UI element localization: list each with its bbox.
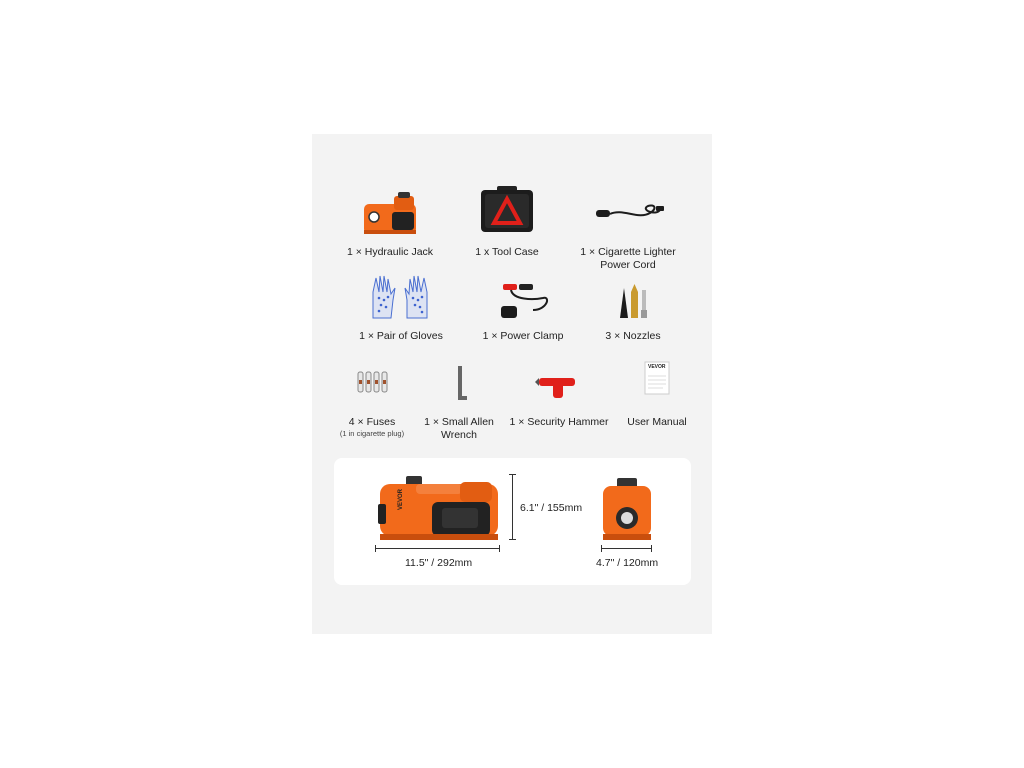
item-label: 4 × Fuses [348,416,396,428]
hydraulic-jack-icon [330,186,450,242]
jack-brand-label: VEVOR [398,488,404,510]
item-tool-case [447,186,567,259]
item-label: 1 × Pair of Gloves [359,330,443,342]
power-cord-icon [568,186,688,242]
height-tick-bottom [509,539,516,540]
item-hydraulic-jack [330,186,450,259]
item-label: 1 × Small Allen Wrench [424,416,494,441]
length-tick-right [499,545,500,552]
height-dimension-text: 6.1" / 155mm [520,502,583,514]
item-label: User Manual [627,416,687,428]
manual-brand-text: VEVOR [648,364,666,370]
item-label: 1 × Hydraulic Jack [346,246,434,258]
jack-side-view [376,474,506,544]
height-dimension-line [512,474,513,540]
height-tick-top [509,474,516,475]
width-tick-left [601,545,602,552]
item-user-manual [597,356,717,429]
length-tick-left [375,545,376,552]
item-gloves [341,270,461,343]
jack-front-view [599,478,655,544]
nozzles-icon [573,270,693,326]
item-power-cord [568,186,688,272]
gloves-icon [341,270,461,326]
item-label: 3 × Nozzles [605,330,661,342]
width-dimension-line [601,548,652,549]
power-clamp-icon [463,270,583,326]
item-power-clamp [463,270,583,343]
user-manual-icon [597,356,717,412]
item-label: 1 x Tool Case [475,246,539,258]
item-nozzles [573,270,693,343]
length-dimension-line [375,548,500,549]
item-label: 1 × Power Clamp [482,330,564,342]
width-dimension-text: 4.7" / 120mm [596,557,659,569]
item-note: (1 in cigarette plug) [339,429,405,438]
width-tick-right [651,545,652,552]
length-dimension-text: 11.5" / 292mm [405,557,473,569]
item-label: 1 × Security Hammer [509,416,609,428]
item-label: 1 × Cigarette Lighter Power Cord [580,246,676,271]
tool-case-icon [447,186,567,242]
